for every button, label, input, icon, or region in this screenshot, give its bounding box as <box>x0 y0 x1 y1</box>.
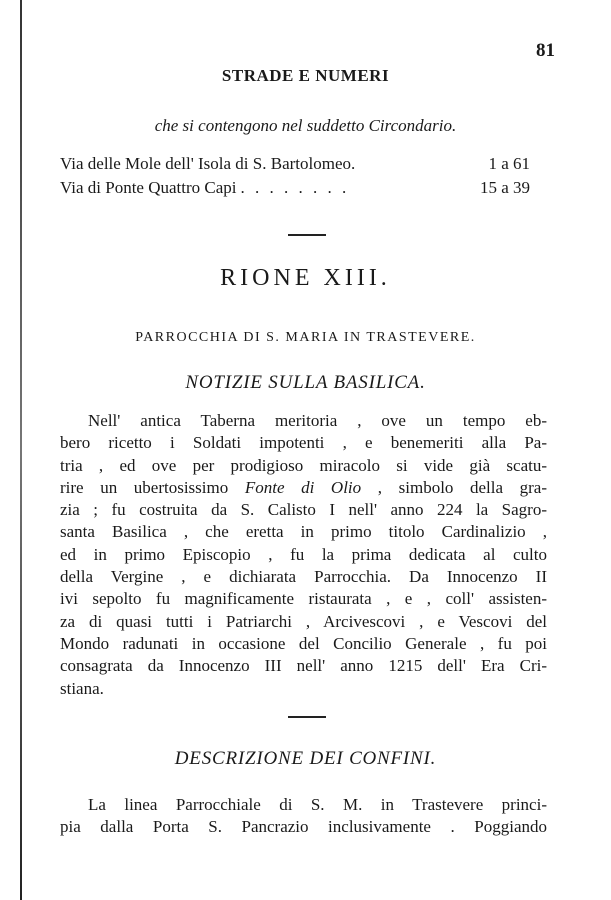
text-line: tria , ed ove per prodigioso miracolo si vide già scatu- <box>60 455 547 475</box>
text-line: ed in primo Episcopio , fu la prima dedicata al culto <box>60 544 547 564</box>
confini-paragraph <box>60 794 547 839</box>
street-row <box>60 154 530 174</box>
text-line: bero ricetto i Soldati impotenti , e benemeriti alla Pa- <box>60 433 547 453</box>
text-line: ivi sepolto fu magnificamente ristaurata , e , coll' assisten- <box>60 589 547 609</box>
text-line: Nell' antica Taberna meritoria , ove un tempo eb- <box>88 411 547 430</box>
text-line: La linea Parrocchiale di S. M. in Trastevere princi- <box>88 795 547 814</box>
text-line: za di quasi tutti i Patriarchi , Arcivescovi , e Vescovi del <box>60 611 547 631</box>
notizie-heading: NOTIZIE SULLA BASILICA. <box>185 372 426 393</box>
text-line: pia dalla Porta S. Pancrazio inclusivamente . Poggiando <box>60 817 547 837</box>
text-line: rire un ubertosissimo Fonte di Olio , simbolo della gra- <box>60 477 548 497</box>
text-line: consagrata da Innocenzo III nell' anno 1215 dell' Era Cri- <box>60 656 547 676</box>
leader-dots: . . . . . . . . <box>240 178 350 197</box>
fonte-di-olio: Fonte di Olio <box>244 477 362 497</box>
street-range: 15 a 39 <box>479 178 530 197</box>
text-line: Mondo radunati in occasione del Concilio Generale , fu poi <box>60 633 547 653</box>
rione-title: RIONE XIII. <box>220 265 391 291</box>
streets-heading: STRADE E NUMERI <box>221 66 390 85</box>
confini-heading: DESCRIZIONE DEI CONFINI. <box>174 748 437 769</box>
street-name: Via delle Mole dell' Isola di S. Bartolomeo. <box>60 154 356 173</box>
parish-title: PARROCCHIA DI S. MARIA IN TRASTEVERE. <box>135 330 476 345</box>
section-divider <box>288 234 326 236</box>
street-name: Via di Ponte Quattro Capi <box>60 178 237 197</box>
text-line: zia ; fu costruita da S. Calisto I nell' anno 224 la Sagro- <box>60 500 547 520</box>
text-line: della Vergine , e dichiarata Parrocchia. Da Innocenzo II <box>60 567 547 587</box>
text-line: stiana. <box>60 678 104 698</box>
notizie-paragraph <box>60 410 547 700</box>
page-number: 81 <box>536 40 555 61</box>
section-divider <box>288 716 326 718</box>
street-range: 1 a 61 <box>488 154 530 173</box>
street-row <box>60 178 530 198</box>
streets-subheading: che si contengono nel suddetto Circondario. <box>154 116 457 135</box>
text-line: santa Basilica , che eretta in primo titolo Cardinalizio , <box>60 522 547 542</box>
